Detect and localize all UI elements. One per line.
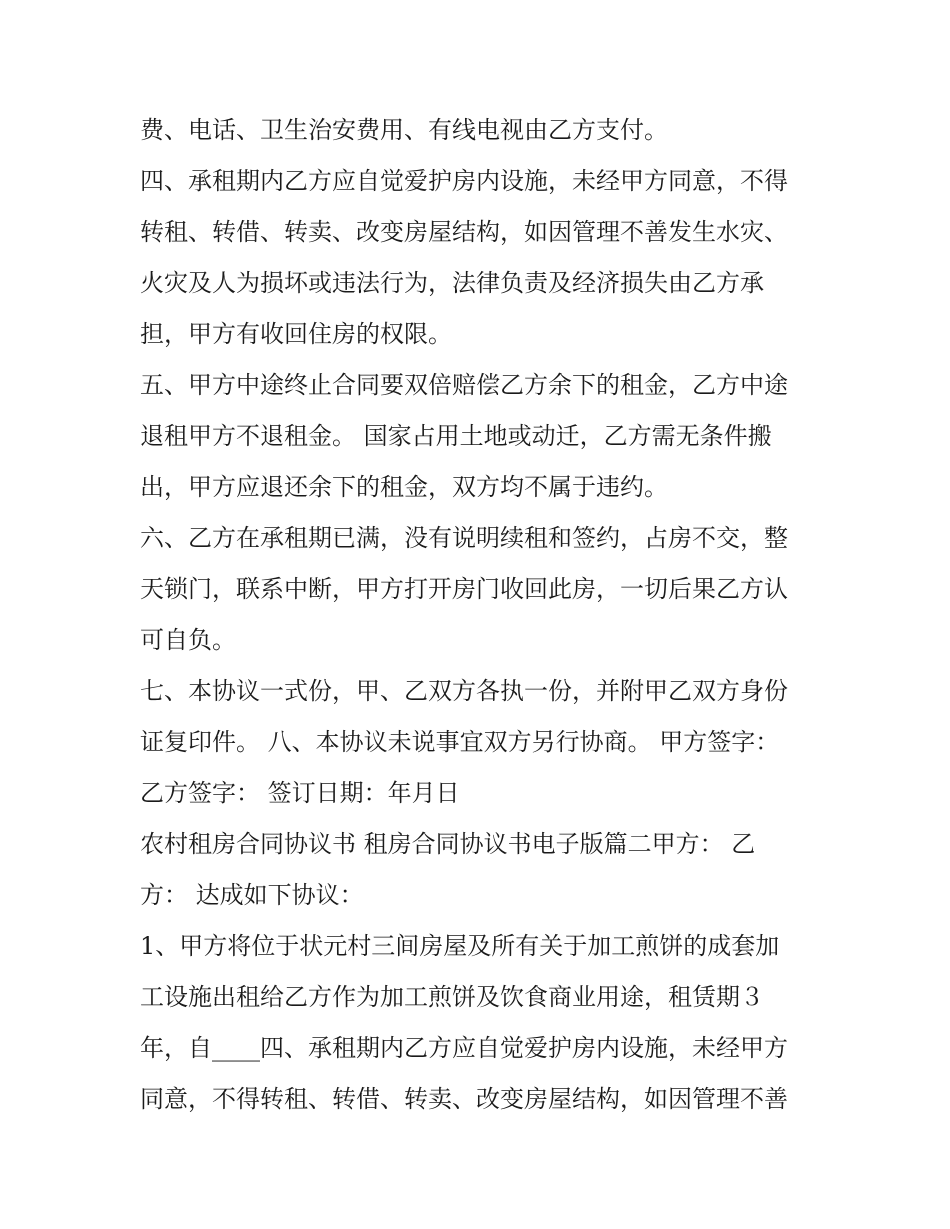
text-line: 出，甲方应退还余下的租金，双方均不属于违约。 — [140, 473, 668, 501]
text-line: 方： 达成如下协议： — [140, 881, 364, 909]
text-line: 证复印件。 八、本协议未说事宜双方另行协商。 甲方签字： — [140, 728, 780, 756]
text-line: 乙方签字： 签订日期：年月日 — [140, 779, 460, 807]
text-line: 农村租房合同协议书 租房合同协议书电子版篇二甲方： 乙 — [140, 830, 756, 858]
text-line: 六、乙方在承租期已满，没有说明续租和签约，占房不交，整 — [140, 524, 788, 552]
text-line: 可自负。 — [140, 626, 236, 654]
text-line: 火灾及人为损坏或违法行为，法律负责及经济损失由乙方承 — [140, 269, 764, 297]
text-line: 年，自____四、承租期内乙方应自觉爱护房内设施，未经甲方 — [140, 1034, 788, 1062]
text-line: 四、承租期内乙方应自觉爱护房内设施，未经甲方同意，不得 — [140, 167, 788, 195]
text-line: 天锁门，联系中断，甲方打开房门收回此房，一切后果乙方认 — [140, 575, 788, 603]
text-line: 工设施出租给乙方作为加工煎饼及饮食商业用途，租赁期３ — [140, 983, 764, 1011]
text-line: 转租、转借、转卖、改变房屋结构，如因管理不善发生水灾、 — [140, 218, 788, 246]
text-line: 五、甲方中途终止合同要双倍赔偿乙方余下的租金，乙方中途 — [140, 371, 788, 399]
text-line: 担，甲方有收回住房的权限。 — [140, 320, 452, 348]
text-line: 1、甲方将位于状元村三间房屋及所有关于加工煎饼的成套加 — [140, 932, 780, 960]
text-line: 费、电话、卫生治安费用、有线电视由乙方支付。 — [140, 116, 668, 144]
text-line: 同意，不得转租、转借、转卖、改变房屋结构，如因管理不善 — [140, 1085, 788, 1113]
text-line: 退租甲方不退租金。 国家占用土地或动迁，乙方需无条件搬 — [140, 422, 772, 450]
text-line: 七、本协议一式份，甲、乙双方各执一份，并附甲乙双方身份 — [140, 677, 788, 705]
